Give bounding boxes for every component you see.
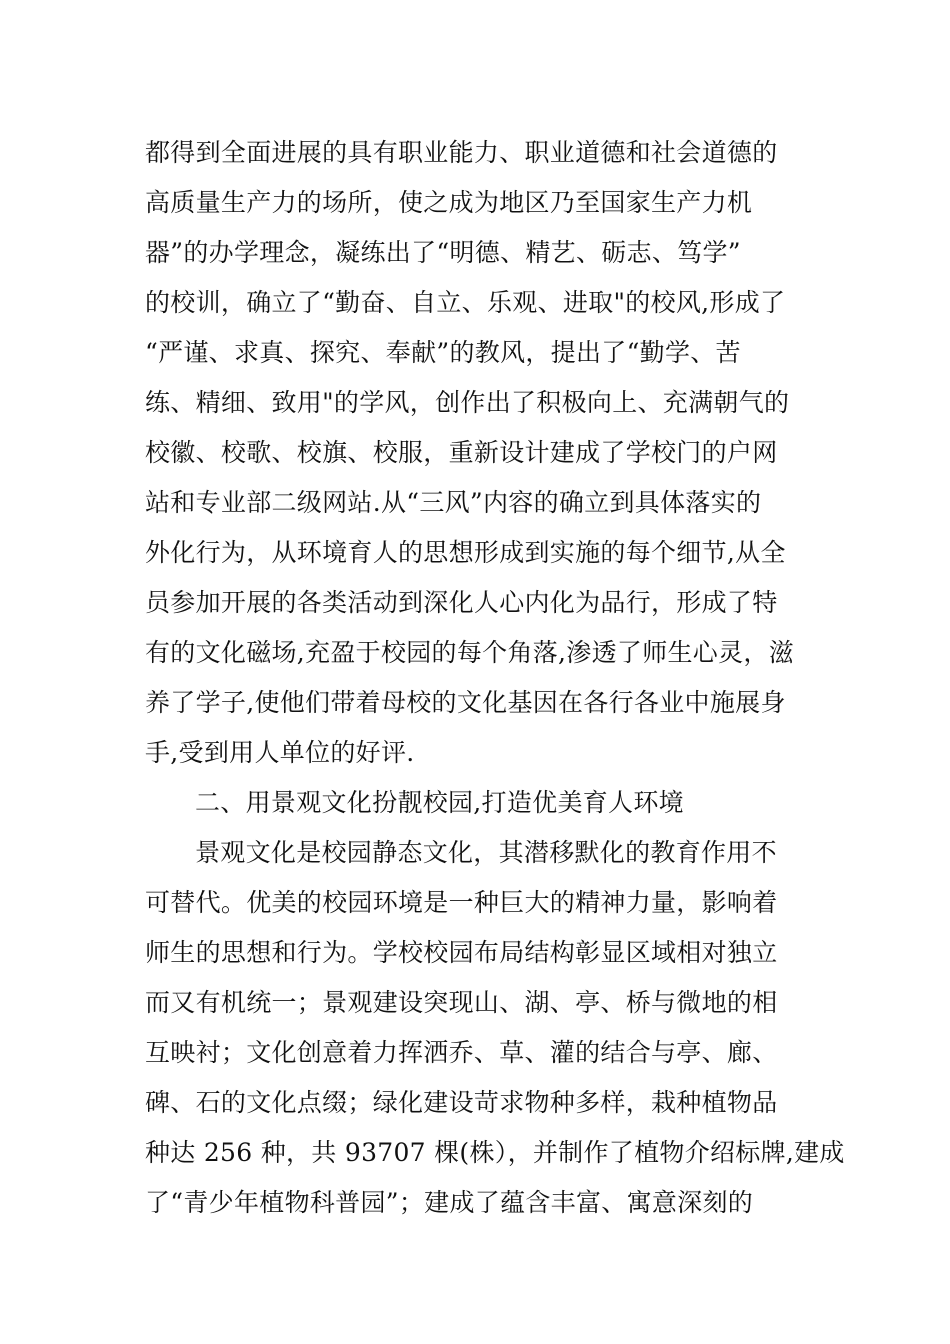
text-line: 站和专业部二级网站.从“三风”内容的确立到具体落实的 — [145, 488, 762, 517]
text-line: 互映衬；文化创意着力挥洒乔、草、灌的结合与亭、廊、 — [145, 1038, 778, 1067]
text-line: 都得到全面进展的具有职业能力、职业道德和社会道德的 — [145, 138, 778, 167]
text-line: 种达 256 种，共 93707 棵(株），并制作了植物介绍标牌,建成 — [145, 1138, 845, 1167]
text-line: 师生的思想和行为。学校校园布局结构彰显区域相对独立 — [145, 938, 778, 967]
text-line: “严谨、求真、探究、奉献”的教风，提出了“勤学、苦 — [145, 338, 741, 367]
text-line: 员参加开展的各类活动到深化人心内化为品行，形成了特 — [145, 588, 778, 617]
text-line: 练、精细、致用"的学风，创作出了积极向上、充满朝气的 — [145, 388, 790, 417]
text-line: 器”的办学理念，凝练出了“明德、精艺、砺志、笃学” — [145, 238, 741, 267]
text-line: 外化行为，从环境育人的思想形成到实施的每个细节,从全 — [145, 538, 786, 567]
text-line: 碑、石的文化点缀；绿化建设苛求物种多样，栽种植物品 — [145, 1088, 778, 1117]
text-line: 可替代。优美的校园环境是一种巨大的精神力量，影响着 — [145, 888, 778, 917]
body-text — [145, 128, 845, 1228]
text-line: 有的文化磁场,充盈于校园的每个角落,渗透了师生心灵，滋 — [145, 638, 794, 667]
text-line: 而又有机统一；景观建设突现山、湖、亭、桥与微地的相 — [145, 988, 778, 1017]
section-heading: 二、用景观文化扮靓校园,打造优美育人环境 — [195, 788, 684, 817]
text-line: 手,受到用人单位的好评. — [145, 738, 415, 767]
text-line: 了“青少年植物科普园”；建成了蕴含丰富、寓意深刻的 — [145, 1188, 754, 1217]
text-line: 高质量生产力的场所，使之成为地区乃至国家生产力机 — [145, 188, 753, 217]
text-line: 校徽、校歌、校旗、校服，重新设计建成了学校门的户网 — [145, 438, 778, 467]
text-line: 的校训，确立了“勤奋、自立、乐观、进取"的校风,形成了 — [145, 288, 786, 317]
paragraph-first-line: 景观文化是校园静态文化，其潜移默化的教育作用不 — [195, 838, 777, 867]
text-line: 养了学子,使他们带着母校的文化基因在各行各业中施展身 — [145, 688, 786, 717]
